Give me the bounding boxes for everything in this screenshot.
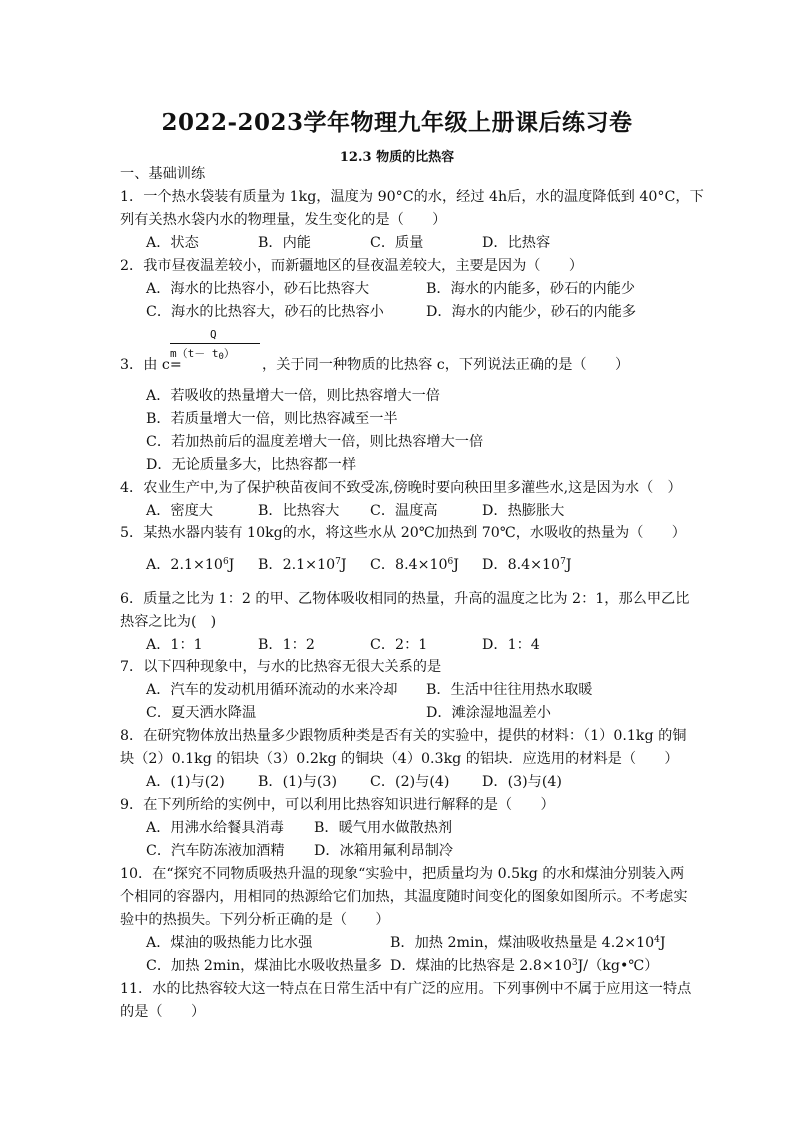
question-10-line-3: 验中的热损失。下列分析正确的是（ ） xyxy=(120,912,390,928)
formula-fraction-bar xyxy=(170,343,260,344)
question-7-option-c: C．夏天洒水降温 xyxy=(146,705,257,721)
question-9-option-a: A．用沸水给餐具消毒 xyxy=(146,820,284,836)
question-3-stem: ，关于同一种物质的比热容 c，下列说法正确的是（ ） xyxy=(262,357,630,373)
formula-denominator: $m(t- t_0)$ xyxy=(170,347,235,362)
question-2-option-d: D．海水的内能少，砂石的内能多 xyxy=(426,304,637,320)
question-5-option-a: A．$2.1\times 10^6J$ xyxy=(146,557,235,573)
question-4-line-1: 4．农业生产中,为了保护秧苗夜间不致受冻,傍晚时要向秧田里多灌些水,这是因为水（ ） xyxy=(120,480,682,496)
question-4-option-c: C．温度高 xyxy=(370,503,438,519)
question-6-option-d: D．1：4 xyxy=(482,637,540,653)
question-5-option-c: C．$8.4\times 10^6J$ xyxy=(370,557,459,573)
question-9-option-d: D．冰箱用氟利昂制冷 xyxy=(314,843,454,859)
question-9-option-b: B．暖气用水做散热剂 xyxy=(314,820,453,836)
question-6-line-1: 6．质量之比为 1：2 的甲、乙物体吸收相同的热量，升高的温度之比为 2：1，那么甲乙比 xyxy=(120,591,690,607)
question-10-option-a: A．煤油的吸热能力比水强 xyxy=(146,935,313,951)
question-2-option-b: B．海水的内能多，砂石的内能少 xyxy=(426,281,636,297)
question-1-option-b: B．内能 xyxy=(258,235,311,251)
question-8-line-1: 8．在研究物体放出热量多少跟物质种类是否有关的实验中，提供的材料：（1）0.1kg 的铜 xyxy=(120,728,687,744)
question-10-line-2: 个相同的容器内，用相同的热源给它们加热，其温度随时间变化的图象如图所示。不考虑实 xyxy=(120,889,688,905)
question-7-line-1: 7．以下四种现象中，与水的比热容无很大关系的是 xyxy=(120,659,442,675)
question-1-option-d: D．比热容 xyxy=(482,235,551,251)
section-heading: 一、基础训练 xyxy=(120,166,206,182)
question-8-option-c: C．(2)与(4) xyxy=(370,774,450,790)
question-4-option-b: B．比热容大 xyxy=(258,503,340,519)
question-6-option-a: A．1：1 xyxy=(146,637,203,653)
question-5-line-1: 5．某热水器内装有 10kg的水，将这些水从 20℃加热到 70℃，水吸收的热量为（ ） xyxy=(120,525,686,541)
question-1-option-c: C．质量 xyxy=(370,235,424,251)
question-1-line-1: 1．一个热水袋装有质量为 1kg，温度为 90°C的水，经过 4h后，水的温度降低到 40°C，下 xyxy=(120,189,704,205)
question-5-option-b: B．$2.1\times 10^7J$ xyxy=(258,557,347,573)
question-8-option-a: A．(1)与(2) xyxy=(146,774,225,790)
question-3-option-d: D．无论质量多大，比热容都一样 xyxy=(146,457,357,473)
question-8-option-b: B．(1)与(3) xyxy=(258,774,337,790)
question-3-option-c: C．若加热前后的温度差增大一倍，则比热容增大一倍 xyxy=(146,434,484,450)
question-10-option-c: C．加热 2min，煤油比水吸收热量多 xyxy=(146,958,382,974)
question-3-option-a: A．若吸收的热量增大一倍，则比热容增大一倍 xyxy=(146,388,440,404)
question-1-line-2: 列有关热水袋内水的物理量，发生变化的是（ ） xyxy=(120,212,447,228)
specific-heat-formula-fraction xyxy=(170,328,262,372)
formula-numerator: Q xyxy=(210,328,217,341)
question-7-option-a: A．汽车的发动机用循环流动的水来冷却 xyxy=(146,682,398,698)
question-6-option-c: C．2：1 xyxy=(370,637,428,653)
question-10-line-1: 10．在“探究不同物质吸热升温的现象“实验中，把质量均为 0.5kg 的水和煤油分别装入两 xyxy=(120,866,685,882)
question-6-option-b: B．1：2 xyxy=(258,637,315,653)
question-5-option-d: D．$8.4\times 10^7J$ xyxy=(482,557,572,573)
question-8-line-2: 块（2）0.1kg 的铝块（3）0.2kg 的铜块（4）0.3kg 的铝块．应选用的材料是（ ） xyxy=(120,751,679,767)
question-2-option-c: C．海水的比热容大，砂石的比热容小 xyxy=(146,304,384,320)
question-11-line-1: 11．水的比热容较大这一特点在日常生活中有广泛的应用。下列事例中不属于应用这一特点 xyxy=(120,981,692,997)
question-10-option-b: B．加热 2min，煤油吸收热量是 $4.2\times 10^4J$ xyxy=(390,935,666,951)
question-3-prefix: 3．由 c= xyxy=(120,357,182,373)
question-7-option-d: D．滩涂湿地温差小 xyxy=(426,705,551,721)
question-9-option-c: C．汽车防冻液加酒精 xyxy=(146,843,285,859)
question-10-option-d: D．煤油的比热容是 $2.8\times 10^3J/(kg•℃)$ xyxy=(390,958,659,974)
page-title: 2022-2023学年物理九年级上册课后练习卷 xyxy=(161,109,633,136)
section-subtitle: 12.3 物质的比热容 xyxy=(339,150,455,165)
question-8-option-d: D．(3)与(4) xyxy=(482,774,562,790)
question-1-option-a: A．状态 xyxy=(146,235,199,251)
question-3-option-b: B．若质量增大一倍，则比热容减至一半 xyxy=(146,411,398,427)
question-9-line-1: 9．在下列所给的实例中，可以利用比热容知识进行解释的是（ ） xyxy=(120,797,555,813)
question-4-option-a: A．密度大 xyxy=(146,503,213,519)
question-11-line-2: 的是（ ） xyxy=(120,1004,206,1020)
question-2-option-a: A．海水的比热容小，砂石比热容大 xyxy=(146,281,370,297)
question-4-option-d: D．热膨胀大 xyxy=(482,503,565,519)
question-2-line-1: 2．我市昼夜温差较小，而新疆地区的昼夜温差较大，主要是因为（ ） xyxy=(120,258,584,274)
question-6-line-2: 热容之比为( ) xyxy=(120,614,217,630)
question-7-option-b: B．生活中往往用热水取暖 xyxy=(426,682,593,698)
